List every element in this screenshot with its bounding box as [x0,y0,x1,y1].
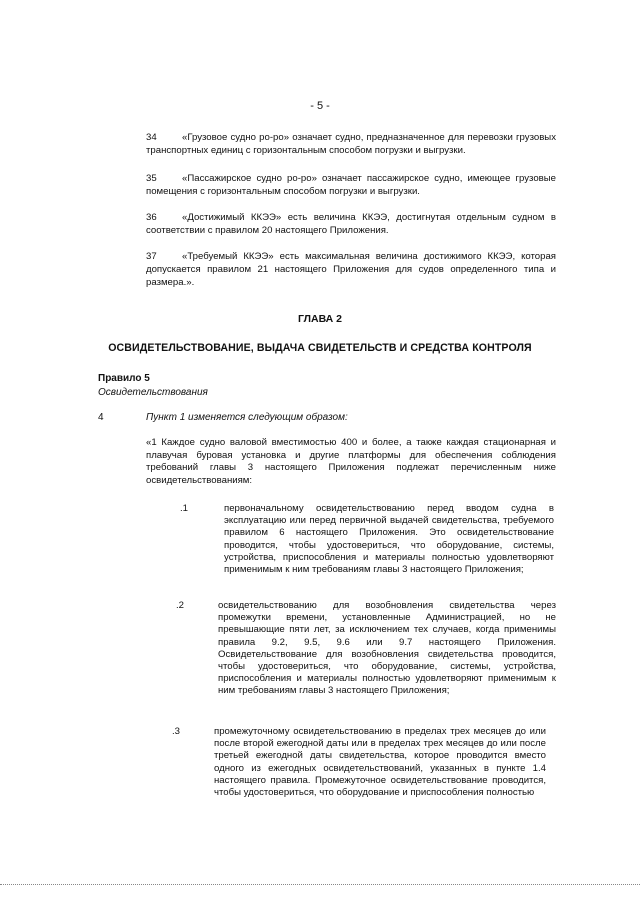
definition-number: 35 [146,173,157,184]
footer-divider [0,884,640,885]
subitem-number: .1 [180,503,189,514]
definition-number: 34 [146,132,157,143]
subitem-number: .2 [176,600,185,611]
subitem-text: первоначальному освидетельствованию перед вводом судна в эксплуатацию или перед первичной выдачей свидетельства, требуемого правилом 6 настоящего Приложения. Это освидетельствование проводится, чтобы удостовериться, что оборудование, системы, устройства, приспособления и материалы полностью удовлетворяют применимым к ним требованиям главы 3 настоящего Приложения; [224,503,554,576]
rule-subtitle: Освидетельствования [98,387,208,398]
page-number: - 5 - [310,100,330,112]
item-text: Пункт 1 изменяется следующим образом: [146,412,348,423]
definition-36 [146,211,556,237]
definition-34 [146,131,556,157]
subitem-text: промежуточному освидетельствованию в пределах трех месяцев до или после второй ежегодной даты или в пределах трех месяцев до или после третьей ежегодной даты свидетельства, которое проводится вместо одного из ежегодных освидетельствований, указанных в пункте 1.4 настоящего правила. Промежуточное освидетельствование проводится, чтобы удостовериться, что оборудование и приспособления полностью [214,726,546,799]
definition-number: 37 [146,251,157,262]
definition-37 [146,250,556,289]
subitem-number: .3 [172,726,181,737]
definition-number: 36 [146,212,157,223]
definition-35 [146,172,556,198]
subitem-text: освидетельствованию для возобновления свидетельства через промежутки времени, установленные Администрацией, но не превышающие пяти лет, за исключением тех случаев, когда применимы правила 9.2, 9.5, 9.6 или 9.7 настоящего Приложения. Освидетельствование для возобновления свидетельства проводится, чтобы удостовериться, что оборудование, системы, устройства, приспособления и материалы полностью удовлетворяют применимым к ним требованиям главы 3 настоящего Приложения; [218,600,556,697]
chapter-subtitle: ОСВИДЕТЕЛЬСТВОВАНИЕ, ВЫДАЧА СВИДЕТЕЛЬСТВ И СРЕДСТВА КОНТРОЛЯ [108,342,532,354]
definition-text: «Достижимый ККЭЭ» есть величина ККЭЭ, достигнутая отдельным судном в соответствии с правилом 20 настоящего Приложения. [146,212,556,236]
definition-text: «Пассажирское судно ро-ро» означает пассажирское судно, имеющее грузовые помещения с горизонтальным способом погрузки и выгрузки. [146,173,556,197]
paragraph-1: «1 Каждое судно валовой вместимостью 400 и более, а также каждая стационарная и плавучая буровая установка и другие платформы для обеспечения соблюдения требований главы 3 настоящего Приложения подлежат перечисленным ниже освидетельствованиям: [146,437,556,486]
chapter-title: ГЛАВА 2 [297,313,343,325]
item-number: 4 [98,412,104,423]
definition-text: «Грузовое судно ро-ро» означает судно, предназначенное для перевозки грузовых транспортных единиц с горизонтальным способом погрузки и выгрузки. [146,132,556,156]
rule-title: Правило 5 [98,373,150,384]
definition-text: «Требуемый ККЭЭ» есть максимальная величина достижимого ККЭЭ, которая допускается правилом 21 настоящего Приложения для судов определенного типа и размера.». [146,251,556,288]
